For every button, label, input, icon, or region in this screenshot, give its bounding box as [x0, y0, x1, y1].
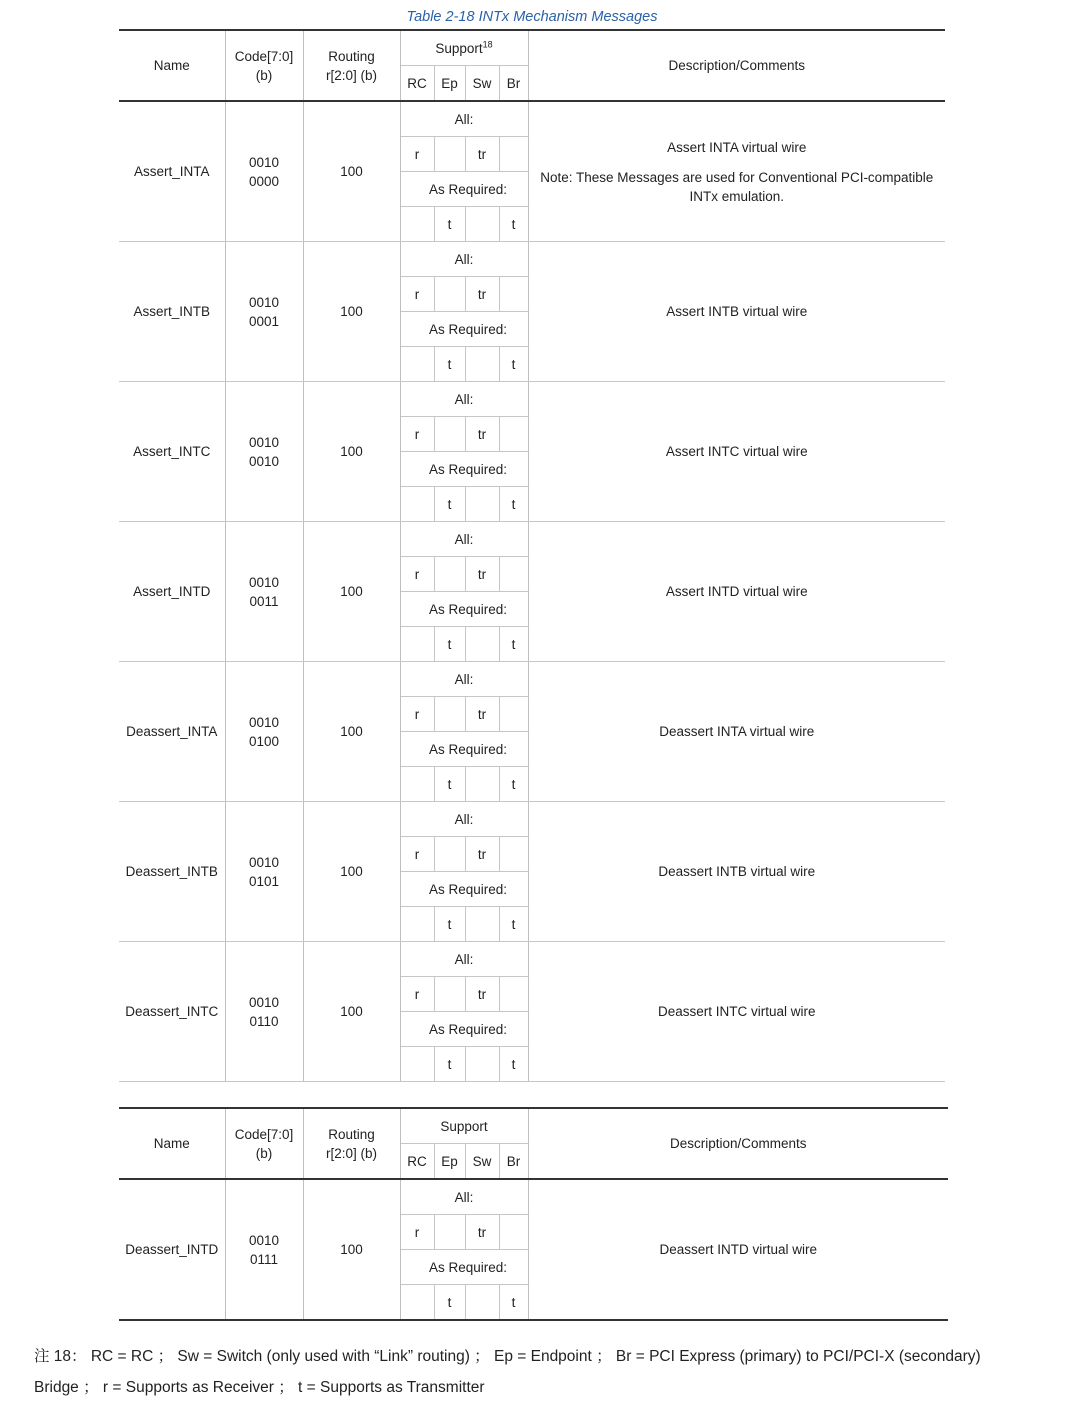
- code-low-nibble: 0111: [249, 1251, 279, 1267]
- description-note: Note: These Messages are used for Conventional PCI-compatible INTx emulation.: [540, 169, 934, 204]
- req-sw-cell: [465, 487, 499, 522]
- header-description: Description/Comments: [528, 1108, 948, 1179]
- all-ep-cell: [434, 137, 465, 172]
- support-as-required-label: As Required:: [400, 312, 528, 347]
- all-br-cell: [499, 1215, 528, 1250]
- all-br-cell: [499, 977, 528, 1012]
- support-all-label: All:: [400, 522, 528, 557]
- support-as-required-label: As Required:: [400, 1250, 528, 1285]
- message-description: [528, 802, 945, 942]
- header-code: Code[7:0] (b): [225, 30, 303, 101]
- all-sw-cell: tr: [465, 1215, 499, 1250]
- all-ep-cell: [434, 277, 465, 312]
- all-rc-cell: r: [400, 1215, 434, 1250]
- message-name: Deassert_INTB: [119, 802, 225, 942]
- code-high-nibble: 0010: [248, 994, 280, 1010]
- message-name: Assert_INTC: [119, 382, 225, 522]
- code-high-nibble: 0010: [248, 434, 280, 450]
- req-rc-cell: [400, 487, 434, 522]
- req-ep-cell: t: [434, 1285, 465, 1321]
- message-description: [528, 522, 945, 662]
- support-as-required-label: As Required:: [400, 872, 528, 907]
- req-sw-cell: [465, 627, 499, 662]
- support-as-required-label: As Required:: [400, 452, 528, 487]
- message-name: Assert_INTD: [119, 522, 225, 662]
- header-support: Support$^{18}$: [400, 30, 528, 66]
- req-br-cell: t: [499, 487, 528, 522]
- req-sw-cell: [465, 207, 499, 242]
- intx-messages-table-continued: [119, 1107, 948, 1321]
- code-low-nibble: 0110: [249, 1013, 279, 1029]
- table-caption: Table 2-18 INTx Mechanism Messages: [406, 9, 658, 25]
- code-low-nibble: 0011: [249, 593, 279, 609]
- message-code: [225, 1179, 303, 1320]
- all-ep-cell: [434, 977, 465, 1012]
- all-rc-cell: r: [400, 277, 434, 312]
- support-as-required-label: As Required:: [400, 172, 528, 207]
- req-br-cell: t: [499, 627, 528, 662]
- message-description: [528, 942, 945, 1082]
- all-ep-cell: [434, 1215, 465, 1250]
- all-ep-cell: [434, 837, 465, 872]
- req-sw-cell: [465, 1047, 499, 1082]
- support-all-label: All:: [400, 382, 528, 417]
- code-high-nibble: 0010: [248, 854, 280, 870]
- description-text: Deassert INTB virtual wire: [658, 864, 816, 879]
- message-description: [528, 382, 945, 522]
- message-routing: 100: [303, 522, 400, 662]
- message-code: [225, 802, 303, 942]
- footnote-line-1: 注 18： RC = RC ； Sw = Switch (only used with “Link” routing) ； Ep = Endpoint ； Br = PCI Express (primary) to PCI/PCI-X (secondary): [34, 1348, 981, 1365]
- header-br: Br: [499, 1144, 528, 1180]
- message-name: Deassert_INTD: [119, 1179, 225, 1320]
- support-all-label: All:: [400, 662, 528, 697]
- all-rc-cell: r: [400, 557, 434, 592]
- support-as-required-label: As Required:: [400, 592, 528, 627]
- all-sw-cell: tr: [465, 137, 499, 172]
- all-br-cell: [499, 417, 528, 452]
- description-text: Assert INTD virtual wire: [665, 584, 808, 599]
- code-high-nibble: 0010: [248, 714, 280, 730]
- header-name: Name: [119, 30, 225, 101]
- req-rc-cell: [400, 627, 434, 662]
- support-as-required-label: As Required:: [400, 1012, 528, 1047]
- req-ep-cell: t: [434, 487, 465, 522]
- req-ep-cell: t: [434, 907, 465, 942]
- message-code: [225, 382, 303, 522]
- req-rc-cell: [400, 1285, 434, 1321]
- message-name: Deassert_INTC: [119, 942, 225, 1082]
- all-rc-cell: r: [400, 837, 434, 872]
- message-routing: 100: [303, 942, 400, 1082]
- support-all-label: All:: [400, 242, 528, 277]
- support-as-required-label: As Required:: [400, 732, 528, 767]
- req-br-cell: t: [499, 1047, 528, 1082]
- code-low-nibble: 0001: [248, 313, 280, 329]
- description-text: Assert INTC virtual wire: [665, 444, 808, 459]
- message-code: [225, 942, 303, 1082]
- req-ep-cell: t: [434, 207, 465, 242]
- code-low-nibble: 0000: [248, 173, 280, 189]
- req-sw-cell: [465, 907, 499, 942]
- message-routing: 100: [303, 662, 400, 802]
- req-rc-cell: [400, 767, 434, 802]
- all-br-cell: [499, 557, 528, 592]
- support-all-label: All:: [400, 101, 528, 137]
- message-routing: 100: [303, 242, 400, 382]
- message-routing: 100: [303, 1179, 400, 1320]
- code-low-nibble: 0010: [248, 453, 280, 469]
- req-br-cell: t: [499, 207, 528, 242]
- all-sw-cell: tr: [465, 417, 499, 452]
- message-code: [225, 522, 303, 662]
- req-rc-cell: [400, 347, 434, 382]
- req-ep-cell: t: [434, 767, 465, 802]
- header-rc: RC: [400, 66, 434, 102]
- message-description: [528, 101, 945, 242]
- all-sw-cell: tr: [465, 697, 499, 732]
- header-code: Code[7:0] (b): [225, 1108, 303, 1179]
- message-name: Assert_INTB: [119, 242, 225, 382]
- message-routing: 100: [303, 382, 400, 522]
- all-ep-cell: [434, 417, 465, 452]
- header-ep: Ep: [434, 1144, 465, 1180]
- req-ep-cell: t: [434, 1047, 465, 1082]
- intx-messages-table: [119, 29, 945, 1082]
- all-br-cell: [499, 137, 528, 172]
- message-code: [225, 662, 303, 802]
- all-rc-cell: r: [400, 417, 434, 452]
- all-sw-cell: tr: [465, 277, 499, 312]
- req-ep-cell: t: [434, 347, 465, 382]
- description-text: Deassert INTC virtual wire: [657, 1004, 816, 1019]
- header-routing: Routing r[2:0] (b): [303, 1108, 400, 1179]
- support-all-label: All:: [400, 942, 528, 977]
- header-name: Name: [119, 1108, 225, 1179]
- req-ep-cell: t: [434, 627, 465, 662]
- message-routing: 100: [303, 101, 400, 242]
- all-br-cell: [499, 277, 528, 312]
- header-br: Br: [499, 66, 528, 102]
- description-text: Deassert INTA virtual wire: [659, 724, 815, 739]
- all-sw-cell: tr: [465, 837, 499, 872]
- all-sw-cell: tr: [465, 557, 499, 592]
- req-sw-cell: [465, 1285, 499, 1321]
- message-code: [225, 101, 303, 242]
- req-rc-cell: [400, 1047, 434, 1082]
- code-high-nibble: 0010: [248, 294, 280, 310]
- description-text: Deassert INTD virtual wire: [659, 1242, 818, 1257]
- footnote: [34, 1341, 1044, 1403]
- message-description: [528, 242, 945, 382]
- all-rc-cell: r: [400, 977, 434, 1012]
- req-sw-cell: [465, 767, 499, 802]
- all-ep-cell: [434, 697, 465, 732]
- all-ep-cell: [434, 557, 465, 592]
- all-br-cell: [499, 697, 528, 732]
- code-high-nibble: 0010: [248, 1232, 280, 1248]
- req-br-cell: t: [499, 767, 528, 802]
- code-high-nibble: 0010: [248, 574, 280, 590]
- header-sw: Sw: [465, 1144, 499, 1180]
- message-name: Deassert_INTA: [119, 662, 225, 802]
- description-text: Assert INTA virtual wire: [667, 139, 807, 155]
- header-routing: Routing r[2:0] (b): [303, 30, 400, 101]
- message-description: [528, 1179, 948, 1320]
- description-text: Assert INTB virtual wire: [666, 304, 808, 319]
- message-name: Assert_INTA: [119, 101, 225, 242]
- footnote-line-2: Bridge ； r = Supports as Receiver ； t = Supports as Transmitter: [34, 1379, 485, 1396]
- message-code: [225, 242, 303, 382]
- header-description: Description/Comments: [528, 30, 945, 101]
- all-sw-cell: tr: [465, 977, 499, 1012]
- support-all-label: All:: [400, 802, 528, 837]
- all-rc-cell: r: [400, 697, 434, 732]
- req-br-cell: t: [499, 907, 528, 942]
- footnote-ref: 18: [482, 39, 493, 49]
- all-br-cell: [499, 837, 528, 872]
- req-sw-cell: [465, 347, 499, 382]
- code-low-nibble: 0100: [248, 733, 280, 749]
- message-description: [528, 662, 945, 802]
- req-br-cell: t: [499, 1285, 528, 1321]
- code-low-nibble: 0101: [248, 873, 280, 889]
- header-sw: Sw: [465, 66, 499, 102]
- header-rc: RC: [400, 1144, 434, 1180]
- req-rc-cell: [400, 907, 434, 942]
- all-rc-cell: r: [400, 137, 434, 172]
- header-support: Support: [400, 1108, 528, 1144]
- req-br-cell: t: [499, 347, 528, 382]
- req-rc-cell: [400, 207, 434, 242]
- code-high-nibble: 0010: [248, 154, 280, 170]
- support-all-label: All:: [400, 1179, 528, 1215]
- message-routing: 100: [303, 802, 400, 942]
- header-ep: Ep: [434, 66, 465, 102]
